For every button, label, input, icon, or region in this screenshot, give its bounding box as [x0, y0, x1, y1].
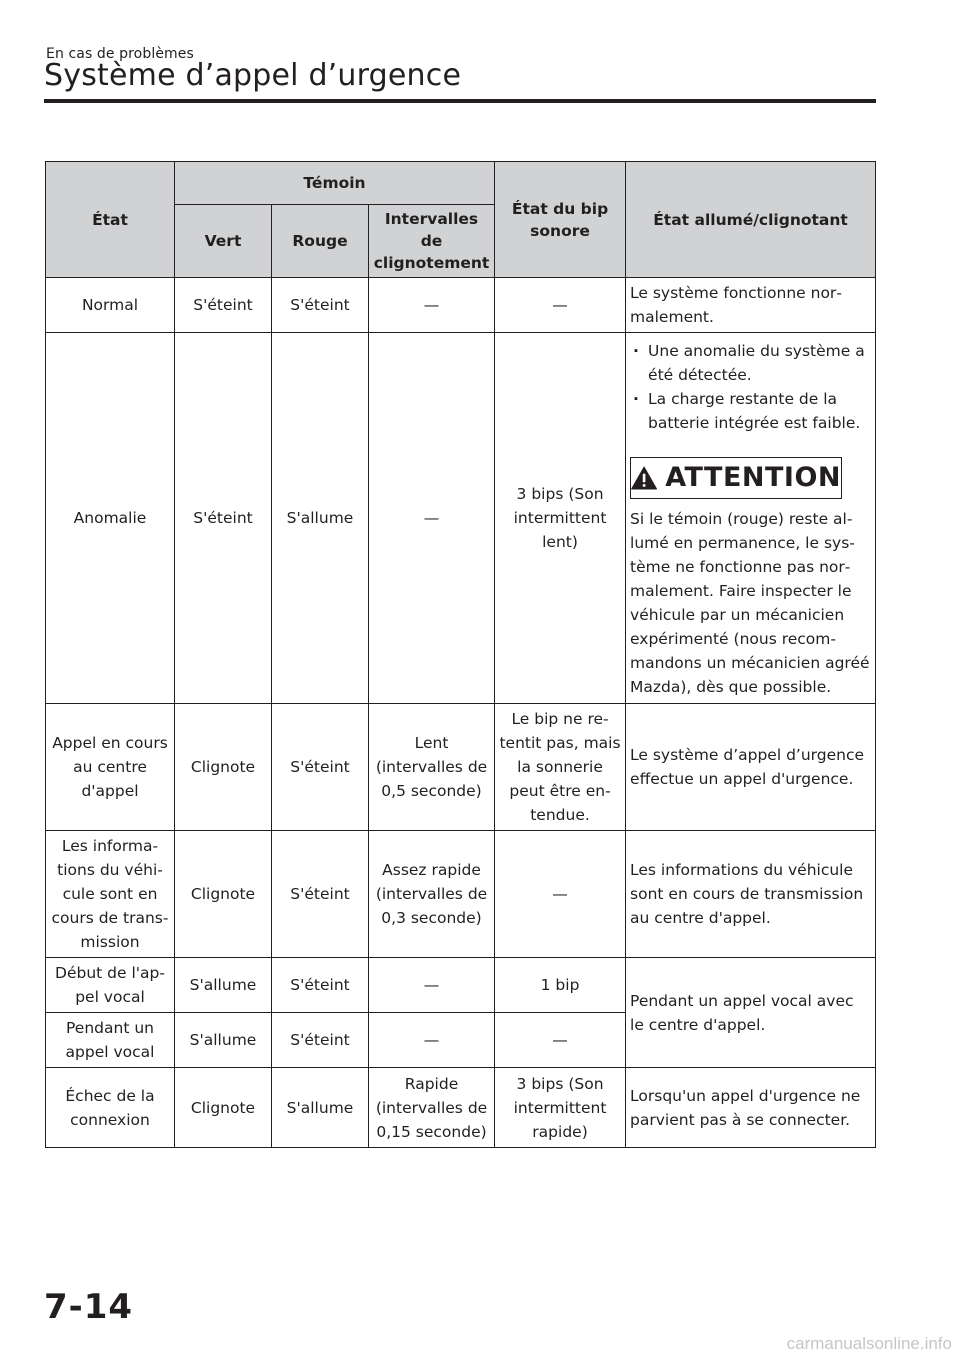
cell-allume: Les informations du véhicule sont en cours de transmission au centre d'appel. — [626, 831, 876, 958]
cell-intervalles: — — [369, 958, 495, 1013]
status-table — [45, 161, 876, 1148]
cell-etat: Pendant un appel vocal — [46, 1013, 175, 1068]
cell-bip: Le bip ne retentit pas, mais la sonnerie peut être entendue. — [495, 704, 626, 831]
page-number: 7-14 — [44, 1287, 134, 1327]
cell-bip: 3 bips (Son intermittent rapide) — [495, 1068, 626, 1148]
cell-intervalles: Assez rapide (intervalles de 0,3 seconde) — [369, 831, 495, 958]
table-row — [46, 831, 876, 958]
cell-allume: Lorsqu'un appel d'urgence ne parvient pas à se connecter. — [626, 1068, 876, 1148]
cell-etat: Anomalie — [46, 333, 175, 704]
cell-etat: Les informations du véhicule sont en cours de transmission — [46, 831, 175, 958]
cell-rouge: S'éteint — [272, 958, 369, 1013]
header-bip: État du bip sonore — [495, 162, 626, 278]
cell-vert: Clignote — [175, 1068, 272, 1148]
header-vert: Vert — [175, 205, 272, 278]
header-rouge: Rouge — [272, 205, 369, 278]
cell-etat: Début de l'appel vocal — [46, 958, 175, 1013]
cell-vert: S'éteint — [175, 333, 272, 704]
table-row — [46, 1068, 876, 1148]
cell-rouge: S'éteint — [272, 278, 369, 333]
warning-triangle-icon — [631, 462, 657, 494]
cell-vert: Clignote — [175, 831, 272, 958]
table-row — [46, 704, 876, 831]
cell-allume: Le système d’appel d’urgence effectue un appel d'urgence. — [626, 704, 876, 831]
cell-vert: S'allume — [175, 1013, 272, 1068]
cell-allume — [626, 333, 876, 704]
cell-bip: — — [495, 1013, 626, 1068]
attention-text: Si le témoin (rouge) reste allumé en permanence, le système ne fonctionne pas normalement. Faire inspecter le véhicule par un mécanicien expérimenté (nous recommandons un mécanicien agréé Mazda), dès que possible. — [630, 510, 870, 696]
cell-intervalles: — — [369, 333, 495, 704]
watermark: carmanualsonline.info — [786, 1334, 952, 1353]
cell-rouge: S'éteint — [272, 1013, 369, 1068]
cell-vert: Clignote — [175, 704, 272, 831]
list-item: · Une anomalie du système a été détectée. — [630, 339, 871, 387]
title-rule — [44, 99, 876, 103]
cell-vert: S'éteint — [175, 278, 272, 333]
cell-intervalles: — — [369, 1013, 495, 1068]
cell-etat: Normal — [46, 278, 175, 333]
table-header-row — [46, 162, 876, 205]
header-intervalles: Intervalles de clignotement — [369, 205, 495, 278]
attention-box — [630, 457, 842, 499]
cell-etat: Appel en cours au centre d'appel — [46, 704, 175, 831]
cell-intervalles: — — [369, 278, 495, 333]
cell-intervalles: Rapide (intervalles de 0,15 seconde) — [369, 1068, 495, 1148]
cell-rouge: S'éteint — [272, 831, 369, 958]
table-row — [46, 278, 876, 333]
section-label: En cas de problèmes — [46, 46, 194, 62]
cell-bip: 1 bip — [495, 958, 626, 1013]
header-temoin: Témoin — [175, 162, 495, 205]
list-item: · La charge restante de la batterie intégrée est faible. — [630, 387, 871, 435]
cell-vert: S'allume — [175, 958, 272, 1013]
cell-rouge: S'éteint — [272, 704, 369, 831]
cell-bip: — — [495, 278, 626, 333]
page-title: Système d’appel d’urgence — [44, 58, 462, 93]
header-etat: État — [46, 162, 175, 278]
cell-intervalles: Lent (intervalles de 0,5 seconde) — [369, 704, 495, 831]
attention-label: ATTENTION — [665, 462, 842, 493]
cell-rouge: S'allume — [272, 333, 369, 704]
cell-etat: Échec de la connexion — [46, 1068, 175, 1148]
cell-allume: Le système fonctionne normalement. — [626, 278, 876, 333]
anomaly-bullet-list — [630, 339, 871, 435]
cell-allume: Pendant un appel vocal avec le centre d'appel. — [626, 958, 876, 1068]
table-row — [46, 958, 876, 1013]
header-allume: État allumé/clignotant — [626, 162, 876, 278]
cell-bip: 3 bips (Son intermittent lent) — [495, 333, 626, 704]
table-row — [46, 333, 876, 704]
cell-bip: — — [495, 831, 626, 958]
cell-rouge: S'allume — [272, 1068, 369, 1148]
